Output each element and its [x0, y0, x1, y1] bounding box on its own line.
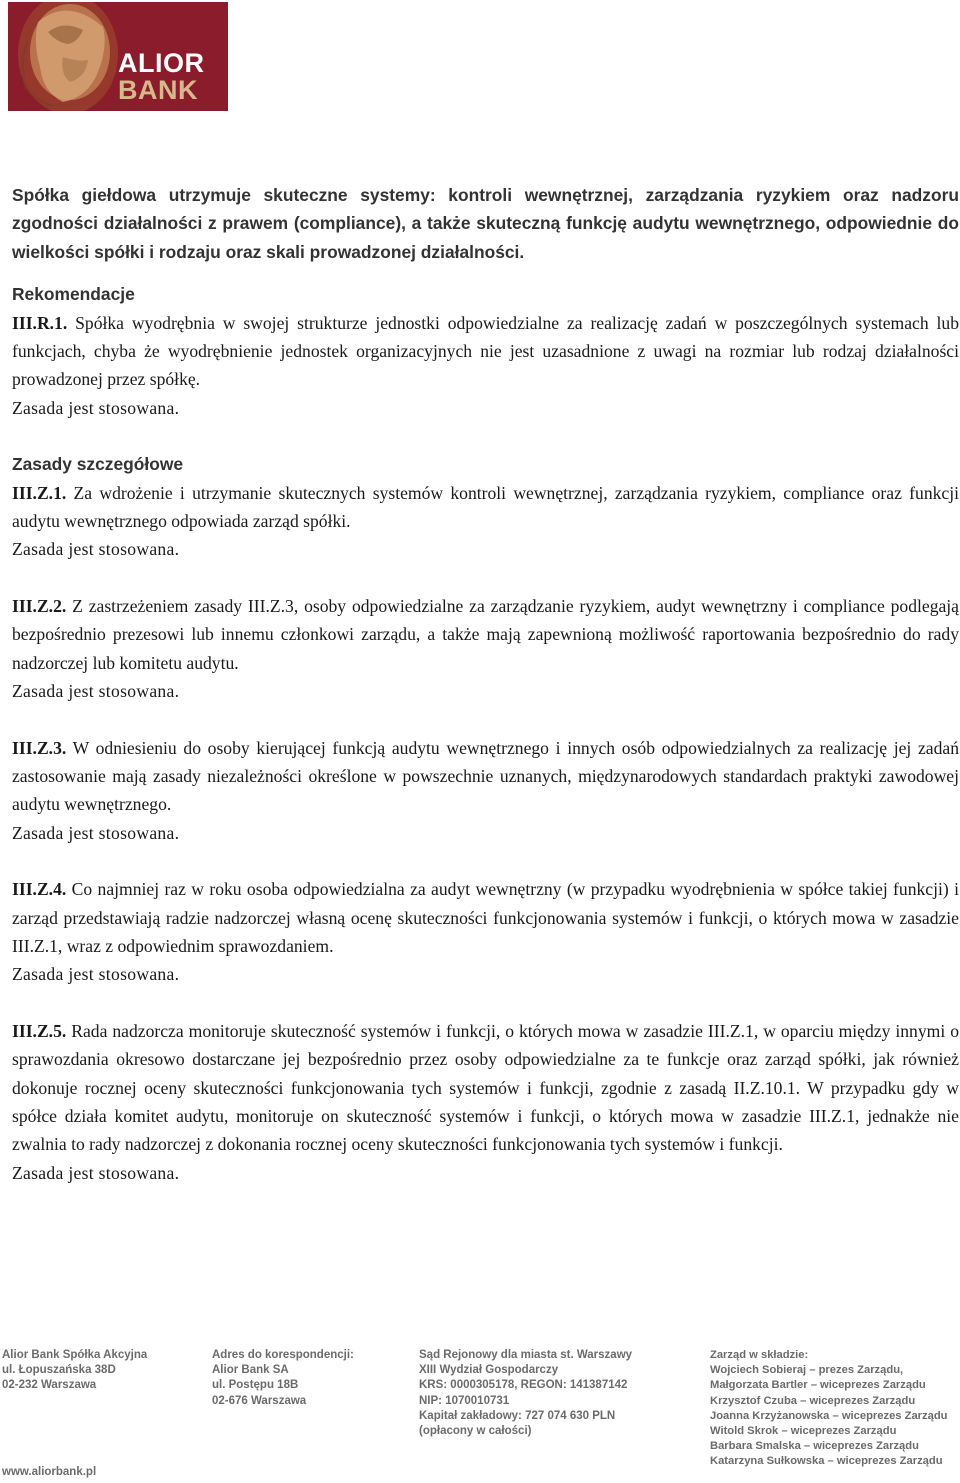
principle-code: III.R.1.: [12, 312, 68, 333]
spacer: [12, 847, 959, 875]
detailed-item: [12, 479, 959, 536]
principle-code: III.Z.1.: [12, 482, 67, 503]
spacer: [12, 706, 959, 734]
footer-line: Witold Skrok – wiceprezes Zarządu: [710, 1425, 897, 1438]
principle-status: Zasada jest stosowana.: [12, 964, 180, 985]
footer-line: Małgorzata Bartler – wiceprezes Zarządu: [710, 1379, 926, 1392]
principle-status: Zasada jest stosowana.: [12, 822, 180, 843]
principle-code: III.Z.5.: [12, 1020, 67, 1041]
footer-line: Barbara Smalska – wiceprezes Zarządu: [710, 1440, 919, 1453]
footer-line: Wojciech Sobieraj – prezes Zarządu,: [710, 1364, 904, 1377]
footer-line: 02-676 Warszawa: [212, 1394, 307, 1407]
footer-correspondence: [212, 1348, 354, 1409]
detailed-item: [12, 734, 959, 819]
intro-paragraph: Spółka giełdowa utrzymuje skuteczne systemy: kontroli wewnętrznej, zarządzania ryzykiem oraz nadzoru zgodności działalności z prawem (compliance), a także skuteczną funkcję audytu wewnętrznego, odpowiednie do wielkości spółki i rodzaju oraz skali prowadzonej działalności.: [12, 185, 959, 262]
spacer: [12, 422, 959, 450]
spacer: [12, 564, 959, 592]
detailed-item: [12, 592, 959, 677]
footer-line: XIII Wydział Gospodarczy: [419, 1364, 559, 1377]
principle-text: Z zastrzeżeniem zasady III.Z.3, osoby odpowiedzialne za zarządzanie ryzykiem, audyt wewnętrzny i compliance podlegają bezpośrednio prezesowi lub innemu członkowi zarządu, a także mają zapewnioną możliwość raportowania bezpośrednio do rady nadzorczej lub komitetu audytu.: [12, 595, 959, 673]
principle-status: Zasada jest stosowana.: [12, 681, 180, 702]
footer-line: Adres do korespondencji:: [212, 1349, 354, 1361]
recommendation-item: [12, 309, 959, 394]
footer-line: Zarząd w składzie:: [710, 1349, 809, 1361]
principle-status: Zasada jest stosowana.: [12, 539, 180, 560]
website-link[interactable]: www.aliorbank.pl: [2, 1466, 97, 1478]
principle-code: III.Z.3.: [12, 737, 67, 758]
logo-line-2: BANK: [118, 75, 198, 105]
document-body: [12, 181, 959, 1187]
footer-line: Alior Bank Spółka Akcyjna: [2, 1349, 148, 1361]
principle-text: Co najmniej raz w roku osoba odpowiedzialna za audyt wewnętrzny (w przypadku wyodrębnienia w spółce takiej funkcji) i zarząd przedstawiają radzie nadzorczej własną ocenę skuteczności funkcjonowania systemów i funkcji, o których mowa w zasadzie III.Z.1, wraz z odpowiednim sprawozdaniem.: [12, 879, 959, 956]
recommendations-heading: Rekomendacje: [12, 284, 135, 305]
detailed-item: [12, 1017, 959, 1159]
footer-line: Joanna Krzyżanowska – wiceprezes Zarządu: [710, 1409, 948, 1422]
footer-line: 02-232 Warszawa: [2, 1379, 97, 1392]
principle-text: Za wdrożenie i utrzymanie skutecznych systemów kontroli wewnętrznej, zarządzania ryzykiem, compliance oraz funkcji audytu wewnętrznego odpowiada zarząd spółki.: [12, 482, 959, 532]
footer-registration: [419, 1348, 632, 1439]
footer-line: Alior Bank SA: [212, 1364, 289, 1377]
footer-company-info: [2, 1348, 147, 1394]
spacer: [12, 989, 959, 1017]
footer-line: KRS: 0000305178, REGON: 141387142: [419, 1379, 628, 1392]
principle-text: W odniesieniu do osoby kierującej funkcją audytu wewnętrznego i innych osób odpowiedzialnych za realizację jej zadań zastosowanie mają zasady niezależności określone w powszechnie uznanych, międzynarodowych standardach praktyki zawodowej audytu wewnętrznego.: [12, 737, 959, 815]
footer-board: [710, 1348, 948, 1470]
footer-line: (opłacony w całości): [419, 1425, 532, 1438]
principle-status: Zasada jest stosowana.: [12, 397, 180, 418]
principle-code: III.Z.4.: [12, 879, 67, 900]
footer-line: Katarzyna Sułkowska – wiceprezes Zarządu: [710, 1455, 943, 1468]
footer-line: ul. Postępu 18B: [212, 1379, 299, 1392]
footer-line: Kapitał zakładowy: 727 074 630 PLN: [419, 1409, 616, 1422]
footer-line: NIP: 1070010731: [419, 1394, 510, 1407]
detailed-heading: Zasady szczegółowe: [12, 454, 184, 475]
footer-line: Sąd Rejonowy dla miasta st. Warszawy: [419, 1349, 633, 1361]
alior-bank-logo: [8, 2, 228, 111]
logo-line-1: ALIOR: [118, 48, 205, 78]
principle-text: Rada nadzorcza monitoruje skuteczność systemów i funkcji, o których mowa w zasadzie III.Z.1, w oparciu między innymi o sprawozdania okresowo dostarczane jej bezpośrednio przez osoby odpowiedzialne za te funkcje oraz zarząd spółki, jak również dokonuje rocznej oceny skuteczności funkcjonowania tych systemów i funkcji, zgodnie z zasadą II.Z.10.1. W przypadku gdy w spółce działa komitet audytu, monitoruje on skuteczność systemów i funkcji, o których mowa w zasadzie III.Z.1, jednakże nie zwalnia to rady nadzorczej z dokonania rocznej oceny skuteczności funkcjonowania tych systemów i funkcji.: [12, 1020, 959, 1155]
detailed-item: [12, 875, 959, 960]
principle-text: Spółka wyodrębnia w swojej strukturze jednostki odpowiedzialne za realizację zadań w poszczególnych systemach lub funkcjach, chyba że wyodrębnienie jednostek organizacyjnych nie jest uzasadnione z uwagi na rozmiar lub rodzaj działalności prowadzonej przez spółkę.: [12, 312, 959, 390]
footer-line: Krzysztof Czuba – wiceprezes Zarządu: [710, 1394, 916, 1407]
footer-line: ul. Łopuszańska 38D: [2, 1364, 116, 1377]
principle-code: III.Z.2.: [12, 595, 67, 616]
principle-status: Zasada jest stosowana.: [12, 1162, 180, 1183]
